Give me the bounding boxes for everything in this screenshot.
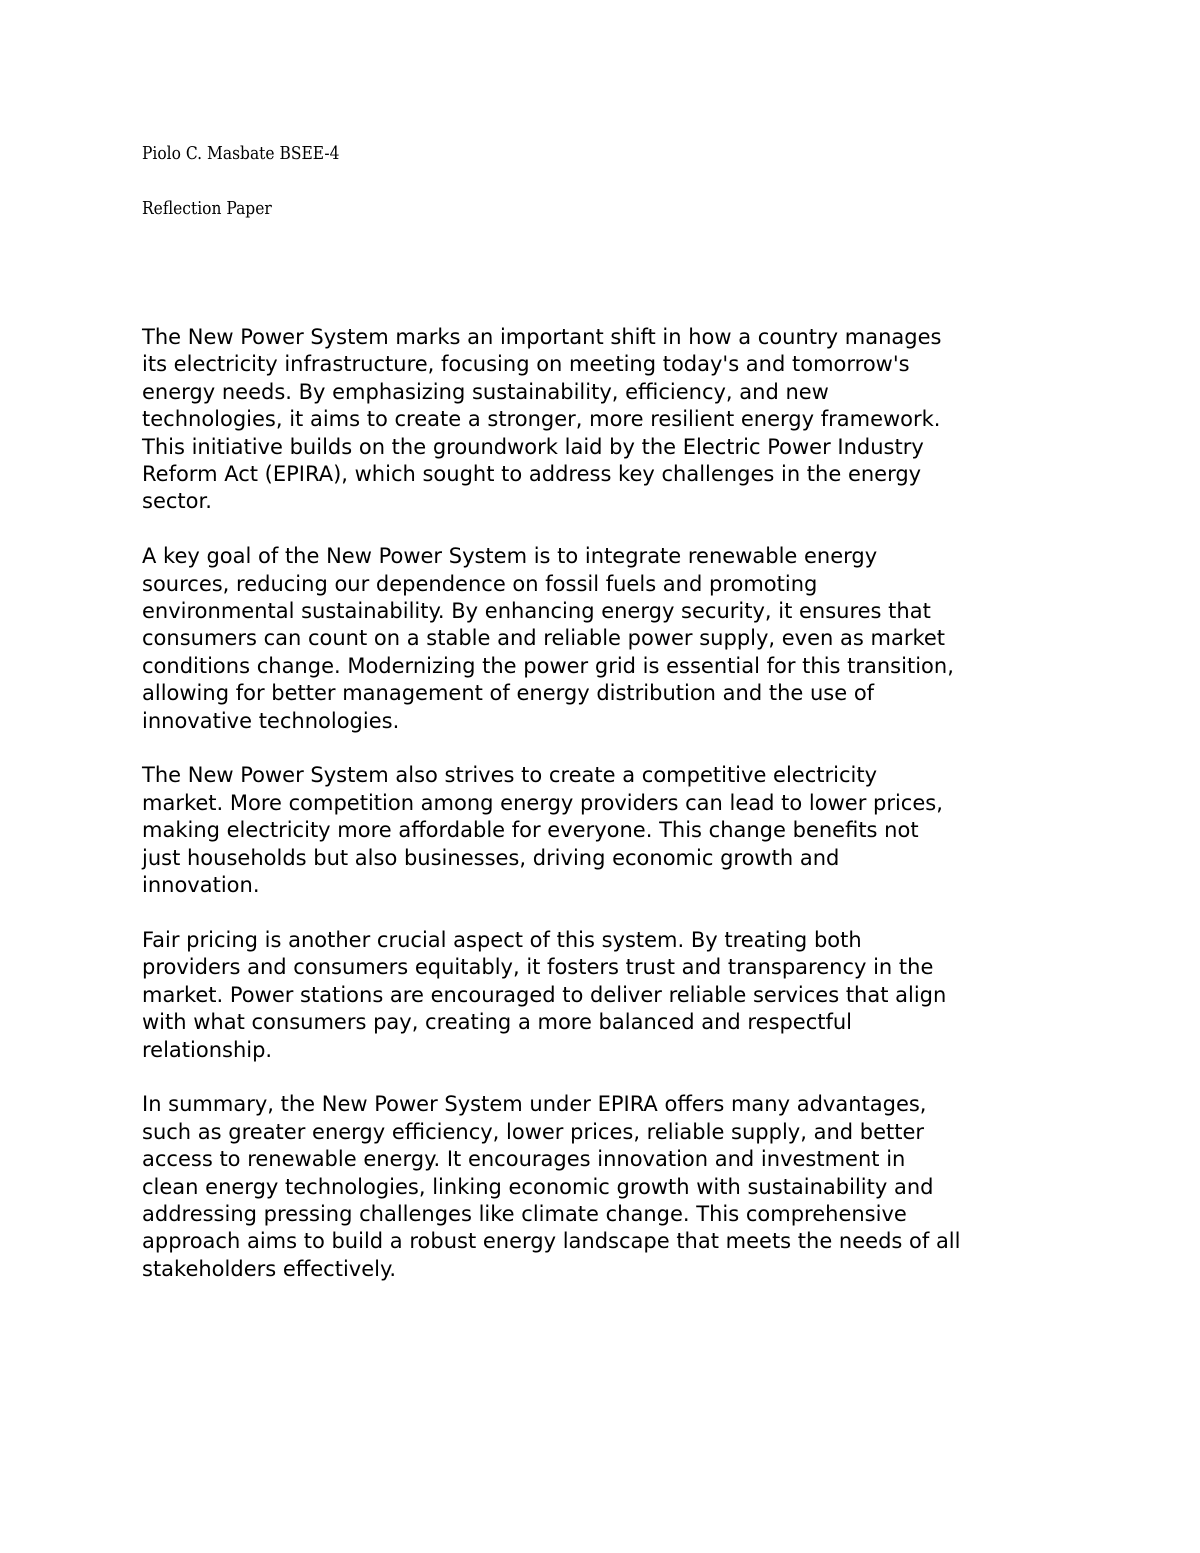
paragraph: In summary, the New Power System under EPIRA offers many advantages, such as greater energy efficiency, lower prices, reliable supply, and better access to renewable energy. It encourages innovation and investment in clean energy technologies, linking economic growth with sustainability and addressing pressing challenges like climate change. This comprehensive approach aims to build a robust energy landscape that meets the needs of all stakeholders effectively. <box>142 1092 961 1281</box>
document-body <box>142 324 1082 1311</box>
paragraph: The New Power System also strives to create a competitive electricity market. More competition among energy providers can lead to lower prices, making electricity more affordable for everyone. This change benefits not just households but also businesses, driving economic growth and innovation. <box>142 763 943 898</box>
paragraph: Fair pricing is another crucial aspect of this system. By treating both providers and consumers equitably, it fosters trust and transparency in the market. Power stations are encouraged to deliver reliable services that align with what consumers pay, creating a more balanced and respectful relationship. <box>142 927 947 1062</box>
author-line: Piolo C. Masbate BSEE-4 <box>142 143 340 164</box>
paragraph: A key goal of the New Power System is to integrate renewable energy sources, reducing our dependence on fossil fuels and promoting environmental sustainability. By enhancing energy security, it ensures that consumers can count on a stable and reliable power supply, even as market conditions change. Modernizing the power grid is essential for this transition, allowing for better management of energy distribution and the use of innovative technologies. <box>142 544 954 733</box>
paragraph: The New Power System marks an important shift in how a country manages its electricity infrastructure, focusing on meeting today's and tomorrow's energy needs. By emphasizing sustainability, efficiency, and new technologies, it aims to create a stronger, more resilient energy framework. This initiative builds on the groundwork laid by the Electric Power Industry Reform Act (EPIRA), which sought to address key challenges in the energy sector. <box>142 325 942 514</box>
document-title: Reflection Paper <box>142 198 272 219</box>
